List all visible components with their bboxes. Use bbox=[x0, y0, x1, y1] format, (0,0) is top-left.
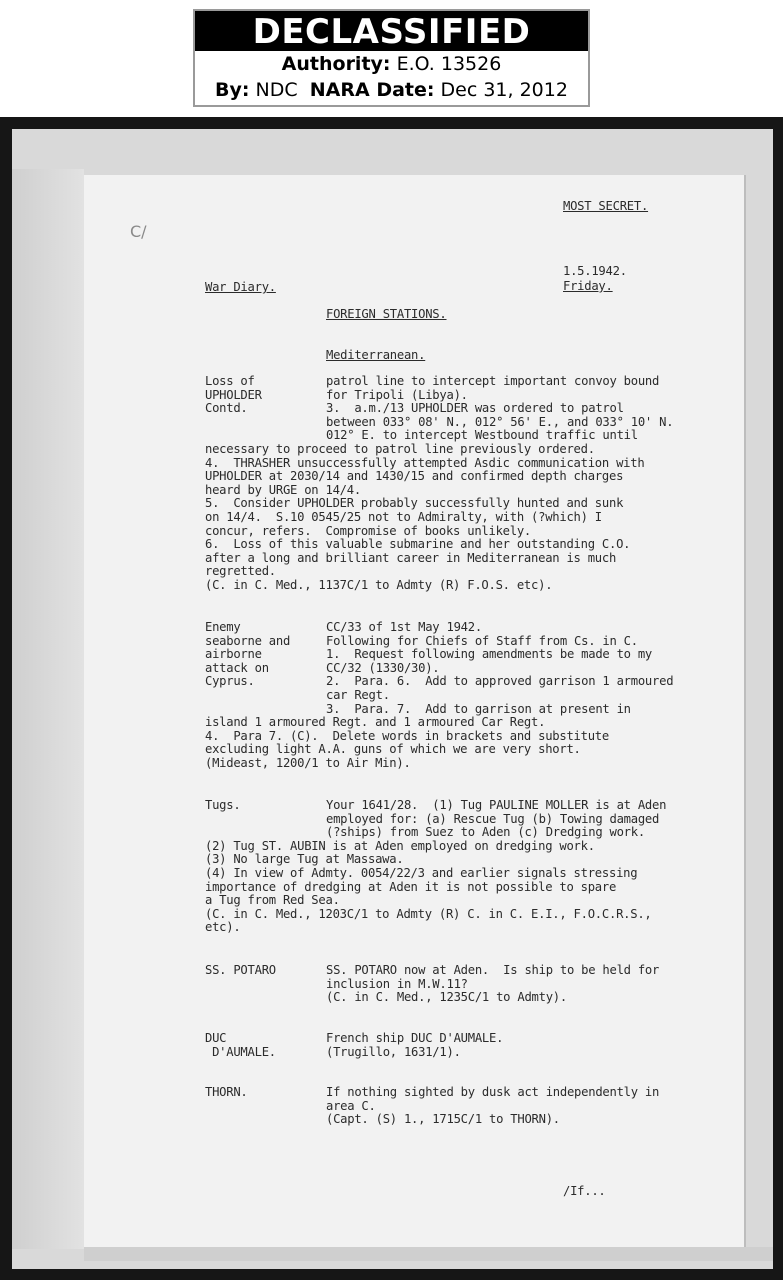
entry-heading-line: Cyprus. bbox=[205, 674, 255, 689]
station-heading: FOREIGN STATIONS. bbox=[326, 307, 447, 321]
diary-title: War Diary. bbox=[205, 280, 276, 294]
entry-heading-line: UPHOLDER bbox=[205, 387, 262, 402]
entry-text-line: heard by URGE on 14/4. bbox=[205, 482, 361, 497]
entry-text-line: Your 1641/28. (1) Tug PAULINE MOLLER is at Aden bbox=[326, 798, 667, 812]
entry-heading-line: Enemy bbox=[205, 620, 241, 634]
entry-text-line: (C. in C. Med., 1235C/1 to Admty). bbox=[326, 990, 567, 1005]
stamp-authority bbox=[195, 51, 588, 77]
authority-label: Authority: bbox=[281, 53, 391, 75]
entry-text-line: (4) In view of Admty. 0054/22/3 and earlier signals stressing bbox=[205, 866, 638, 880]
entry-heading-line: attack on bbox=[205, 660, 269, 675]
declassified-stamp bbox=[193, 9, 590, 107]
entry-text-line: (3) No large Tug at Massawa. bbox=[205, 852, 404, 867]
entry-text-line: island 1 armoured Regt. and 1 armoured Car Regt. bbox=[205, 715, 546, 730]
diary-date: 1.5.1942. bbox=[563, 264, 627, 278]
entry-text-line: necessary to proceed to patrol line previously ordered. bbox=[205, 442, 595, 456]
entry-text-line: area C. bbox=[326, 1098, 376, 1113]
entry-text-line: on 14/4. S.10 0545/25 not to Admiralty, with (?which) I bbox=[205, 510, 602, 524]
entry-text-line: after a long and brilliant career in Mediterranean is much bbox=[205, 550, 617, 565]
entry-text-line: CC/33 of 1st May 1942. bbox=[326, 620, 482, 634]
margin-mark: C/ bbox=[130, 222, 147, 241]
entry-text-line: patrol line to intercept important convoy bound bbox=[326, 374, 660, 388]
nara-label: NARA Date: bbox=[309, 79, 435, 101]
entry-text-line: (2) Tug ST. AUBIN is at Aden employed on dredging work. bbox=[205, 838, 595, 853]
entry-text-line: inclusion in M.W.11? bbox=[326, 976, 468, 991]
entry-heading-line: airborne bbox=[205, 647, 262, 662]
entry-text-line: 2. Para. 6. Add to approved garrison 1 armoured bbox=[326, 674, 674, 689]
entry-text-line: between 033° 08' N., 012° 56' E., and 033° 10' N. bbox=[326, 414, 674, 429]
classification-marking: MOST SECRET. bbox=[563, 199, 649, 213]
entry-text-line: Following for Chiefs of Staff from Cs. in C. bbox=[326, 633, 638, 648]
entry-text-line: 5. Consider UPHOLDER probably successfully hunted and sunk bbox=[205, 496, 624, 511]
entry-text-line: regretted. bbox=[205, 564, 276, 579]
region-heading: Mediterranean. bbox=[326, 348, 426, 362]
entry-text-line: 6. Loss of this valuable submarine and her outstanding C.O. bbox=[205, 537, 631, 552]
entry-heading-line: THORN. bbox=[205, 1085, 248, 1099]
entry-heading-line: SS. POTARO bbox=[205, 963, 276, 977]
entry-text-line: (C. in C. Med., 1137C/1 to Admty (R) F.O.S. etc). bbox=[205, 578, 553, 592]
stamp-by-date bbox=[195, 77, 588, 103]
entry-text-line: importance of dredging at Aden it is not possible to spare bbox=[205, 879, 617, 894]
entry-text-line: 3. a.m./13 UPHOLDER was ordered to patrol bbox=[326, 401, 624, 416]
entry-text-line: (Mideast, 1200/1 to Air Min). bbox=[205, 756, 411, 770]
entry-text-line: (Capt. (S) 1., 1715C/1 to THORN). bbox=[326, 1112, 560, 1127]
entry-text-line: If nothing sighted by dusk act independently in bbox=[326, 1085, 660, 1099]
continuation-marker: /If... bbox=[563, 1184, 606, 1198]
entry-text-line: for Tripoli (Libya). bbox=[326, 387, 468, 402]
entry-text-line: SS. POTARO now at Aden. Is ship to be held for bbox=[326, 963, 660, 977]
entry-text-line: etc). bbox=[205, 920, 241, 935]
authority-value: E.O. 13526 bbox=[396, 53, 502, 75]
by-value: NDC bbox=[255, 79, 298, 101]
nara-value: Dec 31, 2012 bbox=[440, 79, 568, 101]
entry-heading-line: seaborne and bbox=[205, 633, 291, 648]
entry-heading-line: Contd. bbox=[205, 401, 248, 416]
stamp-title: DECLASSIFIED bbox=[195, 11, 588, 51]
entry-heading-line: Tugs. bbox=[205, 798, 241, 812]
entry-heading-line: D'AUMALE. bbox=[205, 1044, 276, 1059]
entry-text-line: (Trugillo, 1631/1). bbox=[326, 1044, 461, 1059]
entry-text-line: UPHOLDER at 2030/14 and 1430/15 and confirmed depth charges bbox=[205, 469, 624, 484]
entry-text-line: 1. Request following amendments be made to my bbox=[326, 647, 653, 662]
entry-text-line: concur, refers. Compromise of books unlikely. bbox=[205, 523, 532, 538]
entry-text-line: 012° E. to intercept Westbound traffic until bbox=[326, 428, 638, 443]
entry-text-line: employed for: (a) Rescue Tug (b) Towing damaged bbox=[326, 811, 660, 826]
entry-text-line: 3. Para. 7. Add to garrison at present in bbox=[326, 701, 631, 716]
sheet-bottom-edge bbox=[84, 1247, 773, 1261]
entry-text-line: excluding light A.A. guns of which we are very short. bbox=[205, 742, 581, 757]
diary-day: Friday. bbox=[563, 279, 613, 293]
entry-text-line: (C. in C. Med., 1203C/1 to Admty (R) C. in C. E.I., F.O.C.R.S., bbox=[205, 906, 652, 921]
by-label: By: bbox=[215, 79, 250, 101]
entry-text-line: French ship DUC D'AUMALE. bbox=[326, 1031, 504, 1045]
scan-frame bbox=[0, 117, 783, 1280]
entry-text-line: car Regt. bbox=[326, 688, 390, 702]
entry-text-line: CC/32 (1330/30). bbox=[326, 660, 440, 675]
entry-text-line: (?ships) from Suez to Aden (c) Dredging work. bbox=[326, 825, 645, 840]
entry-heading-line: DUC bbox=[205, 1031, 227, 1045]
entry-text-line: a Tug from Red Sea. bbox=[205, 893, 340, 908]
entry-text-line: 4. THRASHER unsuccessfully attempted Asdic communication with bbox=[205, 455, 645, 470]
scan-left-edge bbox=[12, 169, 84, 1249]
entry-heading-line: Loss of bbox=[205, 374, 255, 388]
entry-text-line: 4. Para 7. (C). Delete words in brackets and substitute bbox=[205, 728, 609, 743]
